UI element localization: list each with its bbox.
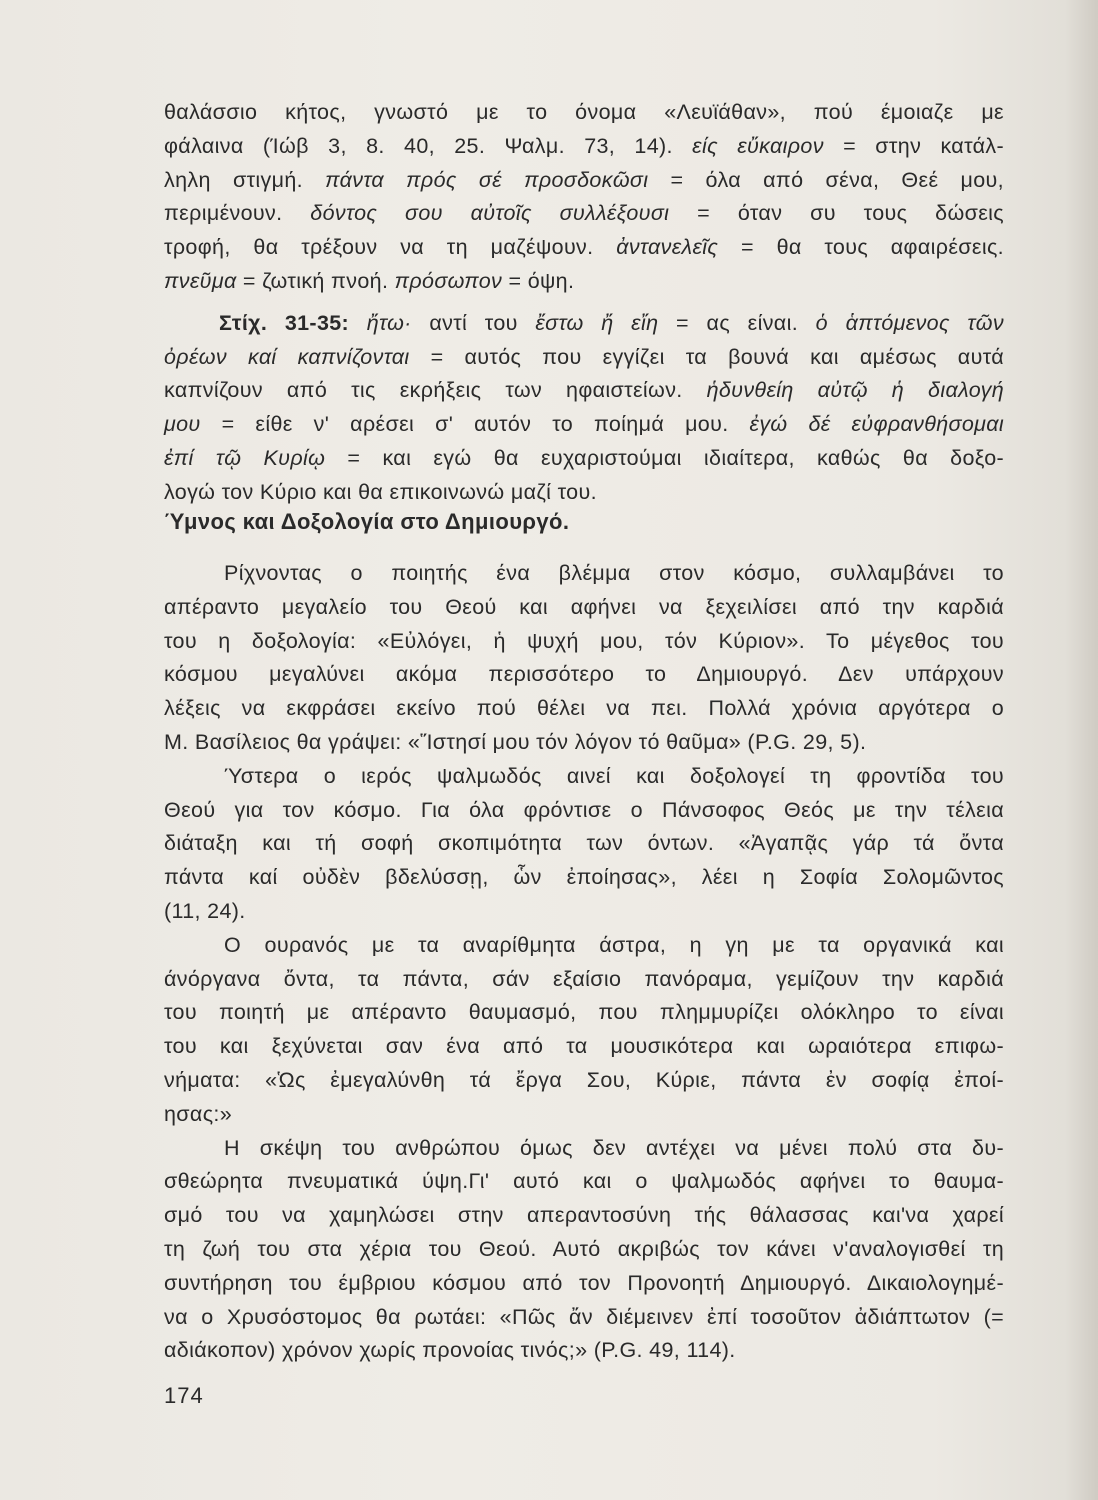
text-line: κόσμου μεγαλύνει ακόμα περισσότερο το Δημιουργό. Δεν υπάρχουν xyxy=(164,662,1004,687)
term-italic: ἐγώ δέ εὐφρανθήσομαι xyxy=(749,412,1005,437)
commentary-block xyxy=(164,96,1004,510)
term-italic: μου xyxy=(164,412,201,437)
text-fragment: τροφή, θα τρέξουν να τη μαζέψουν. xyxy=(164,235,594,260)
text-line xyxy=(164,341,1004,375)
term-italic: ἔστω ἤ εἴη xyxy=(535,310,659,335)
text-line: απέραντο μεγαλείο του Θεού και αφήνει να ξεχειλίσει από την καρδιά xyxy=(164,594,1004,619)
text-line: Μ. Βασίλειος θα γράψει: «Ἵστησί μου τόν λόγον τό θαῦμα» (P.G. 29, 5). xyxy=(164,729,867,754)
text-fragment: αντί του xyxy=(429,310,518,335)
text-line: θαλάσσιο κήτος, γνωστό με το όνομα «Λευϊάθαν», πού έμοιαζε με xyxy=(164,100,1004,124)
body-text xyxy=(164,557,1004,1368)
text-line: σμό του να χαμηλώσει στην απεραντοσύνη τής θάλασσας και'να χαρεί xyxy=(164,1203,1004,1228)
text-line: λογώ τον Κύριο και θα επικοινωνώ μαζί του. xyxy=(164,479,597,504)
text-line: Ύστερα ο ιερός ψαλμωδός αινεί και δοξολογεί τη φροντίδα του xyxy=(224,763,1004,788)
text-fragment: = ας είναι. xyxy=(676,310,799,335)
term-italic: ὀρέων καί καπνίζονται xyxy=(164,344,410,369)
text-line xyxy=(164,130,1004,164)
text-fragment: = όψη. xyxy=(508,268,575,293)
text-line: συντήρηση του έμβριου κόσμου από τον Προνοητή Δημιουργό. Δικαιολογημέ- xyxy=(164,1270,1004,1295)
term-italic: ἡδυνθείη αὐτῷ ἡ διαλογή xyxy=(706,378,1004,403)
term-italic: πνεῦμα xyxy=(164,268,237,293)
text-fragment: περιμένουν. xyxy=(164,201,283,226)
text-fragment: = όταν συ τους δώσεις xyxy=(697,201,1005,226)
text-line: του και ξεχύνεται σαν ένα από τα μουσικότερα και ωραιότερα επιφω- xyxy=(164,1034,1004,1059)
text-line: διάταξη και τή σοφή σκοπιμότητα των όντων. «Ἀγαπᾷς γάρ τά ὄντα xyxy=(164,831,1004,856)
text-line xyxy=(164,265,1004,299)
text-line xyxy=(164,374,1004,408)
text-line: νήματα: «Ὡς ἐμεγαλύνθη τά ἔργα Σου, Κύριε, πάντα ἐν σοφίᾳ ἐποί- xyxy=(164,1067,1004,1092)
text-line: (11, 24). xyxy=(164,898,246,923)
term-italic: ἀντανελεῖς xyxy=(616,235,719,260)
text-line xyxy=(164,307,1004,341)
text-line: αδιάκοπον) χρόνον χωρίς προνοίας τινός;» (P.G. 49, 114). xyxy=(164,1338,736,1363)
term-italic: δόντος σου αὐτοῖς συλλέξουσι xyxy=(310,201,670,226)
section-heading: Ύμνος και Δοξολογία στο Δημιουργό. xyxy=(164,509,570,534)
text-line xyxy=(164,408,1004,442)
text-fragment: = ζωτική πνοή. xyxy=(242,268,389,293)
text-fragment: = και εγώ θα ευχαριστούμαι ιδιαίτερα, καθώς θα δοξο- xyxy=(347,445,1005,470)
text-fragment: = στην κατάλ- xyxy=(843,133,1005,158)
text-line: Η σκέψη του ανθρώπου όμως δεν αντέχει να μένει πολύ στα δυ- xyxy=(224,1135,1004,1160)
term-italic: ἤτω· xyxy=(366,310,412,335)
text-line: σθεώρητα πνευματικά ύψη.Γι' αυτό και ο ψαλμωδός αφήνει το θαυμα- xyxy=(164,1169,1004,1194)
text-fragment: = είθε ν' αρέσει σ' αυτόν το ποίημά μου. xyxy=(221,412,729,437)
text-fragment: καπνίζουν από τις εκρήξεις των ηφαιστείων. xyxy=(164,378,683,403)
text-fragment: φάλαινα (Ίώβ 3, 8. 40, 25. Ψαλμ. 73, 14). xyxy=(164,133,673,158)
text-line: άνόργανα ὄντα, τα πάντα, σάν εξαίσιο πανόραμα, γεμίζουν την καρδιά xyxy=(164,966,1004,991)
term-italic: πρόσωπον xyxy=(394,268,503,293)
term-italic: ἐπί τῷ Κυρίῳ xyxy=(164,445,326,470)
text-line: Ρίχνοντας ο ποιητής ένα βλέμμα στον κόσμο, συλλαμβάνει το xyxy=(224,561,1004,585)
text-line: πάντα καί οὐδὲν βδελύσσῃ, ὧν ἐποίησας», λέει η Σοφία Σολομῶντος xyxy=(164,865,1004,890)
text-line: να ο Χρυσόστομος θα ρωτάει: «Πῶς ἄν διέμεινεν ἐπί τοσοῦτον ἀδιάπτωτον (= xyxy=(164,1304,1004,1329)
text-line: του η δοξολογία: «Εὐλόγει, ἡ ψυχή μου, τόν Κύριον». Το μέγεθος του xyxy=(164,628,1004,653)
text-fragment: = θα τους αφαιρέσεις. xyxy=(740,235,1004,260)
text-line: Θεού για τον κόσμο. Για όλα φρόντισε ο Πάνσοφος Θεός με την τέλεια xyxy=(164,797,1004,822)
text-line: Ο ουρανός με τα αναρίθμητα άστρα, η γη με τα οργανικά και xyxy=(224,932,1004,957)
text-line: του ποιητή με απέραντο θαυμασμό, που πλημμυρίζει ολόκληρο το είναι xyxy=(164,1000,1004,1025)
text-fragment: ληλη στιγμή. xyxy=(164,167,304,192)
text-line xyxy=(164,442,1004,476)
text-line: λέξεις να εκφράσει εκείνο πού θέλει να πει. Πολλά χρόνια αργότερα ο xyxy=(164,696,1004,721)
text-line: ησας:» xyxy=(164,1101,233,1126)
text-fragment: = όλα από σένα, Θεέ μου, xyxy=(670,167,1004,192)
verse-label: Στίχ. 31-35: xyxy=(219,310,350,335)
term-italic: πάντα πρός σέ προσδοκῶσι xyxy=(325,167,649,192)
term-italic: είς εὔκαιρον xyxy=(692,133,824,158)
text-line xyxy=(164,197,1004,231)
text-line: τη ζωή του στα χέρια του Θεού. Αυτό ακριβώς τον κάνει ν'αναλογισθεί τη xyxy=(164,1236,1004,1261)
text-fragment: = αυτός που εγγίζει τα βουνά και αμέσως αυτά xyxy=(430,344,1005,369)
page-number: 174 xyxy=(164,1383,204,1408)
text-line xyxy=(164,231,1004,265)
term-italic: ὁ ἁπτόμενος τῶν xyxy=(815,310,1005,335)
text-line xyxy=(164,164,1004,198)
